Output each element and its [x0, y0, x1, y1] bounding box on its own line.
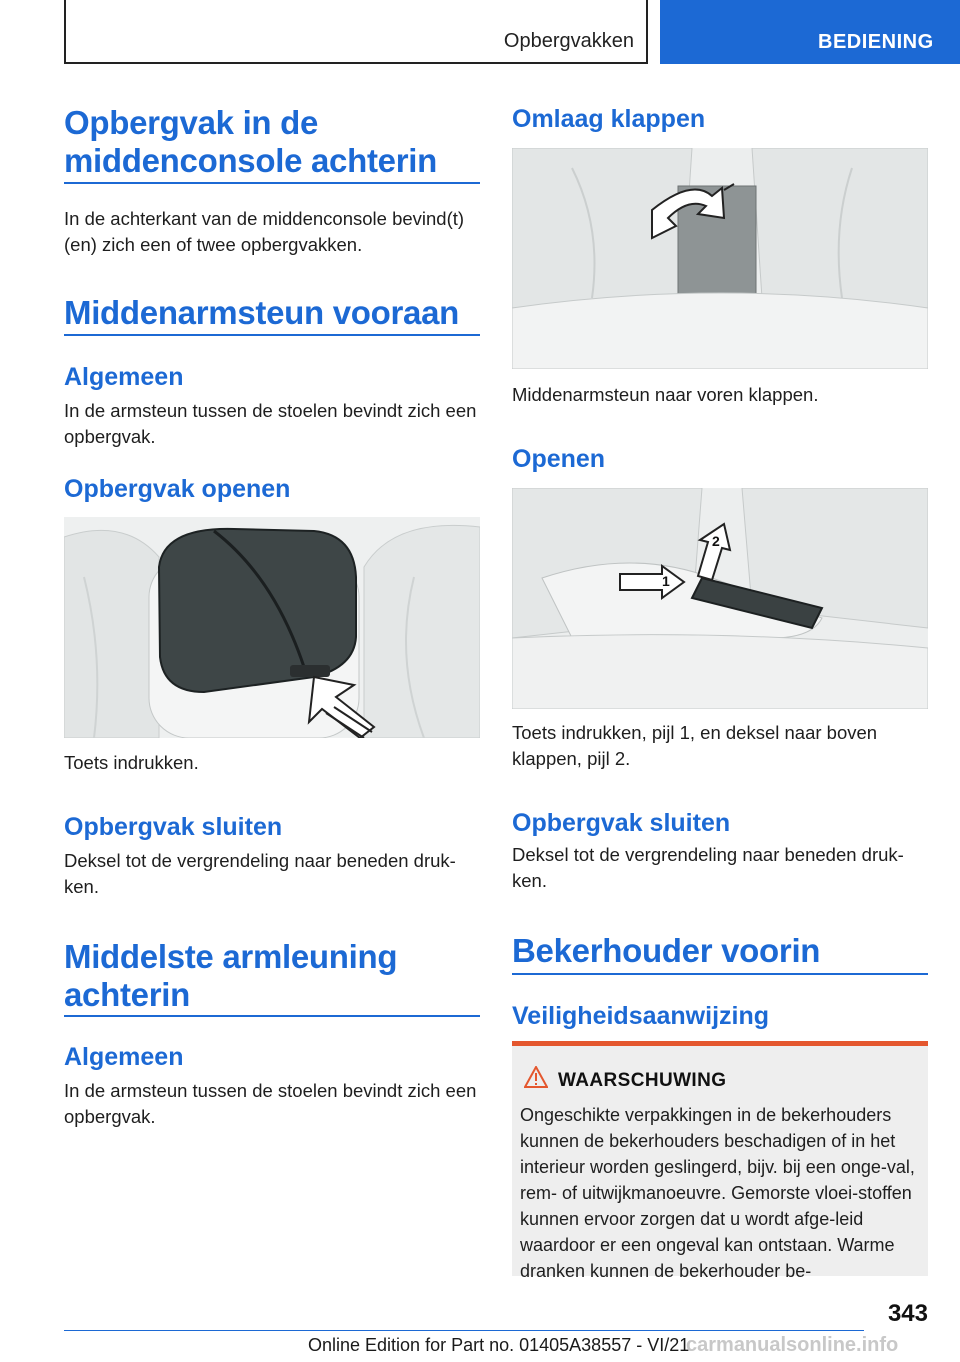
- paragraph-close-storage: Deksel tot de vergrendeling naar beneden druk-ken.: [64, 850, 456, 897]
- figure-front-armrest: [64, 517, 480, 738]
- caption-fold-down: Middenarmsteun naar voren klappen.: [512, 384, 819, 405]
- footer-rule: [64, 1330, 864, 1331]
- heading-cupholder-front: Bekerhouder voorin: [512, 932, 821, 969]
- footer-edition: Online Edition for Part no. 01405A38557 - VI/21: [308, 1335, 690, 1355]
- warning-title: WAARSCHUWING: [558, 1070, 727, 1091]
- section-title: Opbergvakken: [503, 30, 634, 52]
- paragraph-general-1: In de armsteun tussen de stoelen bevindt zich een opbergvak.: [64, 400, 477, 447]
- heading-rule: [64, 334, 480, 336]
- heading-fold-down: Omlaag klappen: [512, 105, 706, 133]
- chapter-title: BEDIENING: [818, 31, 934, 53]
- warning-triangle-icon: [524, 1066, 548, 1088]
- heading-storage-console: Opbergvak in de middenconsole achterin: [64, 104, 437, 179]
- page-number: 343: [887, 1300, 928, 1327]
- caption-open: Toets indrukken, pijl 1, en deksel naar boven klappen, pijl 2.: [512, 722, 878, 769]
- paragraph-close-storage-rear: Deksel tot de vergrendeling naar beneden druk-ken.: [512, 844, 904, 891]
- paragraph-storage: In de achterkant van de middenconsole bevind(t)(en) zich een of twee opbergvakken.: [64, 208, 465, 255]
- heading-rule: [64, 182, 480, 184]
- heading-rule: [64, 1015, 480, 1017]
- heading-rear-armrest: Middelste armleuning achterin: [64, 938, 398, 1013]
- warning-text: Ongeschikte verpakkingen in de bekerhouders kunnen de bekerhouders beschadigen of in het interieur worden geslingerd, bijv. bij een onge-val, rem- of uitwijkmanoeuvre. Gemorste vloei-stoffen kunnen ervoor zorgen dat u wordt afge-leid waardoor er een ongeval kan ontstaan. Warme dranken kunnen de bekerhouder be-: [520, 1105, 915, 1281]
- watermark: carmanualsonline.info: [686, 1334, 899, 1356]
- paragraph-general-2: In de armsteun tussen de stoelen bevindt zich een opbergvak.: [64, 1080, 477, 1127]
- figure-rear-armrest-open: [512, 488, 928, 709]
- heading-rule: [512, 973, 928, 975]
- heading-general-1: Algemeen: [64, 363, 184, 391]
- heading-open-storage: Opbergvak openen: [64, 475, 291, 503]
- arrow-1-label: 1: [662, 573, 670, 589]
- heading-close-storage: Opbergvak sluiten: [64, 813, 283, 841]
- caption-open-storage: Toets indrukken.: [64, 752, 199, 773]
- heading-open: Openen: [512, 445, 606, 473]
- heading-general-2: Algemeen: [64, 1043, 184, 1071]
- heading-close-storage-rear: Opbergvak sluiten: [512, 809, 731, 837]
- warning-box: [512, 1046, 928, 1281]
- heading-front-armrest: Middenarmsteun vooraan: [64, 294, 459, 331]
- heading-safety-notice: Veiligheidsaanwijzing: [512, 1002, 770, 1030]
- figure-rear-armrest-fold: [512, 148, 928, 369]
- arrow-2-label: 2: [712, 533, 720, 549]
